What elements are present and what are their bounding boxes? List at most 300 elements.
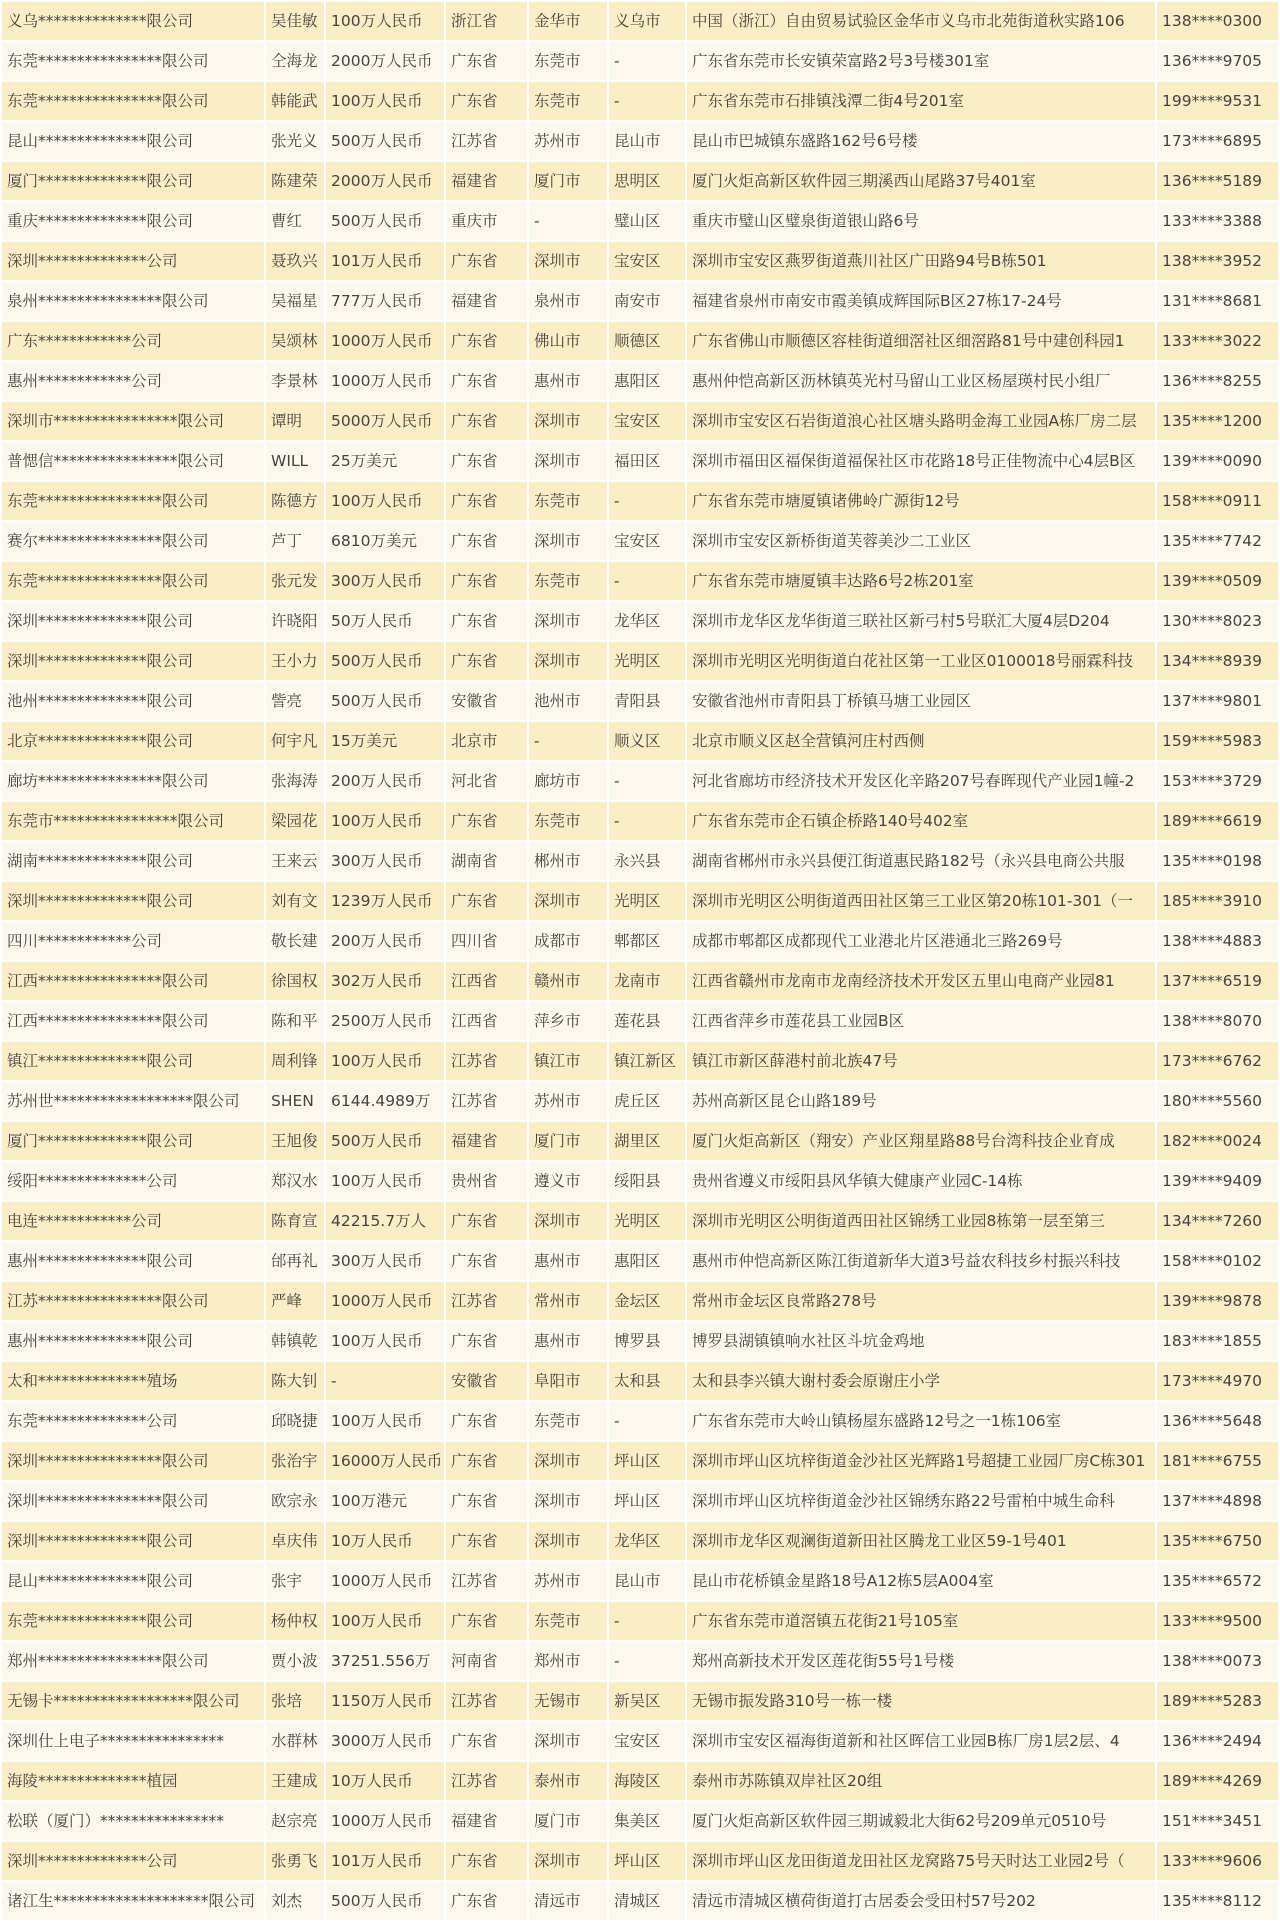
legal-person-cell: 梁园花	[265, 801, 325, 841]
table-row	[1, 681, 1279, 721]
legal-person-cell: 许晓阳	[265, 601, 325, 641]
district-cell: 义乌市	[608, 1, 686, 41]
registered-capital-cell: 300万人民币	[325, 1241, 445, 1281]
legal-person-cell: 杨仲权	[265, 1601, 325, 1641]
legal-person-cell: 吴颂林	[265, 321, 325, 361]
city-cell: 苏州市	[528, 1561, 608, 1601]
province-cell: 广东省	[445, 361, 528, 401]
city-cell: 池州市	[528, 681, 608, 721]
legal-person-cell: 吴佳敏	[265, 1, 325, 41]
city-cell: 遵义市	[528, 1161, 608, 1201]
phone-cell: 189****6619	[1156, 801, 1279, 841]
province-cell: 福建省	[445, 161, 528, 201]
address-cell: 广东省东莞市大岭山镇杨屋东盛路12号之一1栋106室	[686, 1401, 1156, 1441]
city-cell: 泰州市	[528, 1761, 608, 1801]
city-cell: 苏州市	[528, 121, 608, 161]
registered-capital-cell: 200万人民币	[325, 921, 445, 961]
address-cell: 深圳市福田区福保街道福保社区市花路18号正佳物流中心4层B区	[686, 441, 1156, 481]
table-row	[1, 1, 1279, 41]
phone-cell: 136****9705	[1156, 41, 1279, 81]
city-cell: 东莞市	[528, 801, 608, 841]
company-name-cell: 东莞****************限公司	[1, 481, 265, 521]
province-cell: 四川省	[445, 921, 528, 961]
address-cell: 广东省东莞市长安镇荣富路2号3号楼301室	[686, 41, 1156, 81]
legal-person-cell: 王建成	[265, 1761, 325, 1801]
address-cell: 深圳市宝安区福海街道新和社区晖信工业园B栋厂房1层2层、4	[686, 1721, 1156, 1761]
registered-capital-cell: 100万港元	[325, 1481, 445, 1521]
table-row	[1, 1441, 1279, 1481]
phone-cell: 137****9801	[1156, 681, 1279, 721]
table-row	[1, 41, 1279, 81]
district-cell: 博罗县	[608, 1321, 686, 1361]
registered-capital-cell: 100万人民币	[325, 81, 445, 121]
phone-cell: 138****3952	[1156, 241, 1279, 281]
phone-cell: 133****3022	[1156, 321, 1279, 361]
legal-person-cell: 芦丁	[265, 521, 325, 561]
table-row	[1, 121, 1279, 161]
district-cell: 坪山区	[608, 1481, 686, 1521]
table-row	[1, 1601, 1279, 1641]
table-row	[1, 641, 1279, 681]
phone-cell: 137****6519	[1156, 961, 1279, 1001]
address-cell: 厦门火炬高新区软件园三期诚毅北大街62号209单元0510号	[686, 1801, 1156, 1841]
address-cell: 惠州仲恺高新区沥林镇英光村马留山工业区杨屋瑛村民小组厂	[686, 361, 1156, 401]
province-cell: 广东省	[445, 401, 528, 441]
company-name-cell: 东莞市****************限公司	[1, 801, 265, 841]
address-cell: 厦门火炬高新区软件园三期溪西山尾路37号401室	[686, 161, 1156, 201]
city-cell: 佛山市	[528, 321, 608, 361]
table-row	[1, 1001, 1279, 1041]
table-row	[1, 361, 1279, 401]
phone-cell: 138****8070	[1156, 1001, 1279, 1041]
district-cell: 郫都区	[608, 921, 686, 961]
phone-cell: 134****8939	[1156, 641, 1279, 681]
table-row	[1, 561, 1279, 601]
phone-cell: 138****4883	[1156, 921, 1279, 961]
phone-cell: 158****0911	[1156, 481, 1279, 521]
table-row	[1, 281, 1279, 321]
phone-cell: 136****2494	[1156, 1721, 1279, 1761]
company-name-cell: 江西****************限公司	[1, 1001, 265, 1041]
table-row	[1, 1521, 1279, 1561]
province-cell: 广东省	[445, 441, 528, 481]
table-row	[1, 321, 1279, 361]
company-name-cell: 东莞****************限公司	[1, 41, 265, 81]
registered-capital-cell: 6810万美元	[325, 521, 445, 561]
registered-capital-cell: 100万人民币	[325, 801, 445, 841]
province-cell: 贵州省	[445, 1161, 528, 1201]
province-cell: 湖南省	[445, 841, 528, 881]
address-cell: 镇江市新区薛港村前北族47号	[686, 1041, 1156, 1081]
district-cell: 坪山区	[608, 1841, 686, 1881]
district-cell: 永兴县	[608, 841, 686, 881]
legal-person-cell: 王来云	[265, 841, 325, 881]
registered-capital-cell: 500万人民币	[325, 681, 445, 721]
district-cell: 青阳县	[608, 681, 686, 721]
city-cell: 东莞市	[528, 81, 608, 121]
district-cell: 福田区	[608, 441, 686, 481]
province-cell: 广东省	[445, 81, 528, 121]
registered-capital-cell: 10万人民币	[325, 1521, 445, 1561]
registered-capital-cell: 777万人民币	[325, 281, 445, 321]
address-cell: 无锡市振发路310号一栋一楼	[686, 1681, 1156, 1721]
district-cell: 绥阳县	[608, 1161, 686, 1201]
address-cell: 深圳市龙华区观澜街道新田社区腾龙工业区59-1号401	[686, 1521, 1156, 1561]
company-name-cell: 北京**************限公司	[1, 721, 265, 761]
district-cell: -	[608, 801, 686, 841]
company-name-cell: 江苏****************限公司	[1, 1281, 265, 1321]
district-cell: 顺义区	[608, 721, 686, 761]
phone-cell: 139****9409	[1156, 1161, 1279, 1201]
province-cell: 江苏省	[445, 121, 528, 161]
district-cell: 湖里区	[608, 1121, 686, 1161]
phone-cell: 173****4970	[1156, 1361, 1279, 1401]
province-cell: 河南省	[445, 1641, 528, 1681]
phone-cell: 137****4898	[1156, 1481, 1279, 1521]
address-cell: 深圳市宝安区燕罗街道燕川社区广田路94号B栋501	[686, 241, 1156, 281]
table-row	[1, 1481, 1279, 1521]
province-cell: 福建省	[445, 1121, 528, 1161]
phone-cell: 151****3451	[1156, 1801, 1279, 1841]
registered-capital-cell: 1000万人民币	[325, 1281, 445, 1321]
company-name-cell: 厦门**************限公司	[1, 161, 265, 201]
company-name-cell: 诸江生********************限公司	[1, 1881, 265, 1921]
city-cell: 阜阳市	[528, 1361, 608, 1401]
company-name-cell: 湖南**************限公司	[1, 841, 265, 881]
address-cell: 深圳市光明区公明街道西田社区锦绣工业园8栋第一层至第三	[686, 1201, 1156, 1241]
district-cell: 太和县	[608, 1361, 686, 1401]
district-cell: 龙南市	[608, 961, 686, 1001]
address-cell: 广东省东莞市塘厦镇丰达路6号2栋201室	[686, 561, 1156, 601]
registered-capital-cell: 2500万人民币	[325, 1001, 445, 1041]
legal-person-cell: 刘有文	[265, 881, 325, 921]
table-row	[1, 201, 1279, 241]
phone-cell: 135****6572	[1156, 1561, 1279, 1601]
legal-person-cell: SHEN	[265, 1081, 325, 1121]
province-cell: 江苏省	[445, 1561, 528, 1601]
city-cell: 厦门市	[528, 1801, 608, 1841]
district-cell: 顺德区	[608, 321, 686, 361]
company-name-cell: 廊坊****************限公司	[1, 761, 265, 801]
province-cell: 广东省	[445, 1521, 528, 1561]
district-cell: -	[608, 561, 686, 601]
phone-cell: 131****8681	[1156, 281, 1279, 321]
city-cell: 东莞市	[528, 561, 608, 601]
phone-cell: 182****0024	[1156, 1121, 1279, 1161]
address-cell: 江西省赣州市龙南市龙南经济技术开发区五里山电商产业园81	[686, 961, 1156, 1001]
company-name-cell: 东莞**************公司	[1, 1401, 265, 1441]
address-cell: 太和县李兴镇大谢村委会原谢庄小学	[686, 1361, 1156, 1401]
province-cell: 广东省	[445, 1481, 528, 1521]
legal-person-cell: 陈育宣	[265, 1201, 325, 1241]
phone-cell: 189****4269	[1156, 1761, 1279, 1801]
city-cell: 郑州市	[528, 1641, 608, 1681]
province-cell: 广东省	[445, 321, 528, 361]
address-cell: 深圳市宝安区新桥街道芙蓉美沙二工业区	[686, 521, 1156, 561]
district-cell: 惠阳区	[608, 1241, 686, 1281]
table-row	[1, 1561, 1279, 1601]
legal-person-cell: 王旭俊	[265, 1121, 325, 1161]
district-cell: 光明区	[608, 641, 686, 681]
province-cell: 广东省	[445, 521, 528, 561]
province-cell: 广东省	[445, 1201, 528, 1241]
company-name-cell: 厦门**************限公司	[1, 1121, 265, 1161]
city-cell: 深圳市	[528, 1521, 608, 1561]
legal-person-cell: 张宇	[265, 1561, 325, 1601]
table-row	[1, 721, 1279, 761]
company-name-cell: 惠州**************限公司	[1, 1321, 265, 1361]
district-cell: 坪山区	[608, 1441, 686, 1481]
province-cell: 北京市	[445, 721, 528, 761]
registered-capital-cell: 100万人民币	[325, 1321, 445, 1361]
company-name-cell: 电连************公司	[1, 1201, 265, 1241]
legal-person-cell: 邱晓捷	[265, 1401, 325, 1441]
table-row	[1, 241, 1279, 281]
phone-cell: 153****3729	[1156, 761, 1279, 801]
table-row	[1, 1241, 1279, 1281]
table-body	[1, 1, 1279, 1921]
registered-capital-cell: 200万人民币	[325, 761, 445, 801]
city-cell: 深圳市	[528, 441, 608, 481]
phone-cell: 138****0073	[1156, 1641, 1279, 1681]
legal-person-cell: 陈建荣	[265, 161, 325, 201]
address-cell: 广东省佛山市顺德区容桂街道细滘社区细滘路81号中建创科园1	[686, 321, 1156, 361]
registered-capital-cell: 500万人民币	[325, 641, 445, 681]
city-cell: 廊坊市	[528, 761, 608, 801]
table-row	[1, 1081, 1279, 1121]
city-cell: 惠州市	[528, 1321, 608, 1361]
address-cell: 昆山市花桥镇金星路18号A12栋5层A004室	[686, 1561, 1156, 1601]
address-cell: 江西省萍乡市莲花县工业园B区	[686, 1001, 1156, 1041]
district-cell: 光明区	[608, 1201, 686, 1241]
legal-person-cell: 韩能武	[265, 81, 325, 121]
city-cell: 无锡市	[528, 1681, 608, 1721]
registered-capital-cell: 37251.556万	[325, 1641, 445, 1681]
phone-cell: 159****5983	[1156, 721, 1279, 761]
legal-person-cell: 张光义	[265, 121, 325, 161]
table-row	[1, 1281, 1279, 1321]
phone-cell: 139****9878	[1156, 1281, 1279, 1321]
phone-cell: 135****8112	[1156, 1881, 1279, 1921]
address-cell: 广东省东莞市道滘镇五花街21号105室	[686, 1601, 1156, 1641]
company-name-cell: 海陵**************植园	[1, 1761, 265, 1801]
table-row	[1, 521, 1279, 561]
table-row	[1, 1641, 1279, 1681]
address-cell: 中国（浙江）自由贸易试验区金华市义乌市北苑街道秋实路106	[686, 1, 1156, 41]
province-cell: 安徽省	[445, 1361, 528, 1401]
province-cell: 广东省	[445, 1321, 528, 1361]
address-cell: 郑州高新技术开发区莲花街55号1号楼	[686, 1641, 1156, 1681]
district-cell: 金坛区	[608, 1281, 686, 1321]
province-cell: 江西省	[445, 961, 528, 1001]
district-cell: 宝安区	[608, 1721, 686, 1761]
phone-cell: 158****0102	[1156, 1241, 1279, 1281]
table-row	[1, 1121, 1279, 1161]
province-cell: 福建省	[445, 281, 528, 321]
province-cell: 江苏省	[445, 1681, 528, 1721]
district-cell: 昆山市	[608, 1561, 686, 1601]
district-cell: -	[608, 1601, 686, 1641]
district-cell: 光明区	[608, 881, 686, 921]
registered-capital-cell: 2000万人民币	[325, 161, 445, 201]
company-name-cell: 东莞****************限公司	[1, 81, 265, 121]
company-name-cell: 深圳**************限公司	[1, 601, 265, 641]
address-cell: 成都市郫都区成都现代工业港北片区港通北三路269号	[686, 921, 1156, 961]
phone-cell: 133****3388	[1156, 201, 1279, 241]
legal-person-cell: 张勇飞	[265, 1841, 325, 1881]
registered-capital-cell: 16000万人民币	[325, 1441, 445, 1481]
company-name-cell: 苏州世******************限公司	[1, 1081, 265, 1121]
district-cell: 惠阳区	[608, 361, 686, 401]
company-name-cell: 镇江**************限公司	[1, 1041, 265, 1081]
company-name-cell: 东莞****************限公司	[1, 561, 265, 601]
province-cell: 福建省	[445, 1801, 528, 1841]
address-cell: 深圳市光明区光明街道白花社区第一工业区0100018号丽霖科技	[686, 641, 1156, 681]
city-cell: 厦门市	[528, 161, 608, 201]
table-row	[1, 1881, 1279, 1921]
city-cell: 郴州市	[528, 841, 608, 881]
district-cell: 宝安区	[608, 521, 686, 561]
city-cell: 深圳市	[528, 241, 608, 281]
city-cell: 深圳市	[528, 881, 608, 921]
company-name-cell: 惠州**************限公司	[1, 1241, 265, 1281]
district-cell: -	[608, 1641, 686, 1681]
city-cell: 赣州市	[528, 961, 608, 1001]
city-cell: 东莞市	[528, 41, 608, 81]
phone-cell: 139****0090	[1156, 441, 1279, 481]
province-cell: 广东省	[445, 1241, 528, 1281]
province-cell: 广东省	[445, 241, 528, 281]
city-cell: -	[528, 721, 608, 761]
address-cell: 深圳市光明区公明街道西田社区第三工业区第20栋101-301（一	[686, 881, 1156, 921]
legal-person-cell: 曹红	[265, 201, 325, 241]
phone-cell: 139****0509	[1156, 561, 1279, 601]
legal-person-cell: 仝海龙	[265, 41, 325, 81]
address-cell: 深圳市龙华区龙华街道三联社区新弓村5号联汇大厦4层D204	[686, 601, 1156, 641]
district-cell: 虎丘区	[608, 1081, 686, 1121]
table-row	[1, 961, 1279, 1001]
company-name-cell: 赛尔****************限公司	[1, 521, 265, 561]
address-cell: 深圳市坪山区坑梓街道金沙社区光辉路1号超捷工业园厂房C栋301	[686, 1441, 1156, 1481]
phone-cell: 133****9606	[1156, 1841, 1279, 1881]
district-cell: 龙华区	[608, 1521, 686, 1561]
legal-person-cell: 张元发	[265, 561, 325, 601]
address-cell: 苏州高新区昆仑山路189号	[686, 1081, 1156, 1121]
address-cell: 深圳市宝安区石岩街道浪心社区塘头路明金海工业园A栋厂房二层	[686, 401, 1156, 441]
city-cell: 惠州市	[528, 1241, 608, 1281]
district-cell: 思明区	[608, 161, 686, 201]
table-row	[1, 1361, 1279, 1401]
province-cell: 江苏省	[445, 1761, 528, 1801]
legal-person-cell: 訾亮	[265, 681, 325, 721]
company-name-cell: 重庆**************限公司	[1, 201, 265, 241]
city-cell: 深圳市	[528, 1481, 608, 1521]
province-cell: 广东省	[445, 1601, 528, 1641]
address-cell: 惠州市仲恺高新区陈江街道新华大道3号益农科技乡村振兴科技	[686, 1241, 1156, 1281]
district-cell: 镇江新区	[608, 1041, 686, 1081]
table-row	[1, 161, 1279, 201]
legal-person-cell: 徐国权	[265, 961, 325, 1001]
district-cell: 龙华区	[608, 601, 686, 641]
company-name-cell: 无锡卡******************限公司	[1, 1681, 265, 1721]
company-name-cell: 江西****************限公司	[1, 961, 265, 1001]
phone-cell: 134****7260	[1156, 1201, 1279, 1241]
table-row	[1, 1841, 1279, 1881]
table-row	[1, 801, 1279, 841]
table-row	[1, 441, 1279, 481]
address-cell: 重庆市璧山区璧泉街道银山路6号	[686, 201, 1156, 241]
registered-capital-cell: 1000万人民币	[325, 321, 445, 361]
table-row	[1, 1321, 1279, 1361]
phone-cell: 183****1855	[1156, 1321, 1279, 1361]
legal-person-cell: 吴福星	[265, 281, 325, 321]
registered-capital-cell: 101万人民币	[325, 241, 445, 281]
city-cell: 深圳市	[528, 1841, 608, 1881]
table-row	[1, 1761, 1279, 1801]
registered-capital-cell: 1000万人民币	[325, 361, 445, 401]
city-cell: 厦门市	[528, 1121, 608, 1161]
registered-capital-cell: 100万人民币	[325, 1041, 445, 1081]
registered-capital-cell: 101万人民币	[325, 1841, 445, 1881]
city-cell: -	[528, 201, 608, 241]
registered-capital-cell: -	[325, 1361, 445, 1401]
registered-capital-cell: 302万人民币	[325, 961, 445, 1001]
district-cell: 海陵区	[608, 1761, 686, 1801]
registered-capital-cell: 25万美元	[325, 441, 445, 481]
city-cell: 常州市	[528, 1281, 608, 1321]
registered-capital-cell: 500万人民币	[325, 1121, 445, 1161]
registered-capital-cell: 100万人民币	[325, 1401, 445, 1441]
phone-cell: 173****6895	[1156, 121, 1279, 161]
registered-capital-cell: 100万人民币	[325, 1161, 445, 1201]
phone-cell: 136****8255	[1156, 361, 1279, 401]
company-name-cell: 绥阳**************公司	[1, 1161, 265, 1201]
province-cell: 重庆市	[445, 201, 528, 241]
address-cell: 河北省廊坊市经济技术开发区化辛路207号春晖现代产业园1幢-2	[686, 761, 1156, 801]
company-name-cell: 深圳****************限公司	[1, 1441, 265, 1481]
table-row	[1, 481, 1279, 521]
province-cell: 广东省	[445, 801, 528, 841]
phone-cell: 130****8023	[1156, 601, 1279, 641]
company-name-cell: 深圳仕上电子****************	[1, 1721, 265, 1761]
table-row	[1, 1801, 1279, 1841]
phone-cell: 185****3910	[1156, 881, 1279, 921]
city-cell: 东莞市	[528, 1601, 608, 1641]
district-cell: -	[608, 41, 686, 81]
address-cell: 常州市金坛区良常路278号	[686, 1281, 1156, 1321]
company-name-cell: 义乌**************限公司	[1, 1, 265, 41]
address-cell: 广东省东莞市企石镇企桥路140号402室	[686, 801, 1156, 841]
district-cell: -	[608, 481, 686, 521]
legal-person-cell: 敬长建	[265, 921, 325, 961]
table-row	[1, 921, 1279, 961]
company-name-cell: 太和**************殖场	[1, 1361, 265, 1401]
company-name-cell: 广东************公司	[1, 321, 265, 361]
registered-capital-cell: 100万人民币	[325, 481, 445, 521]
registered-capital-cell: 300万人民币	[325, 841, 445, 881]
phone-cell: 136****5189	[1156, 161, 1279, 201]
legal-person-cell: 贾小波	[265, 1641, 325, 1681]
legal-person-cell: 郑汉水	[265, 1161, 325, 1201]
legal-person-cell: 张治宇	[265, 1441, 325, 1481]
province-cell: 广东省	[445, 601, 528, 641]
company-name-cell: 惠州************公司	[1, 361, 265, 401]
legal-person-cell: 欧宗永	[265, 1481, 325, 1521]
legal-person-cell: 陈大钊	[265, 1361, 325, 1401]
province-cell: 广东省	[445, 1441, 528, 1481]
registered-capital-cell: 6144.4989万	[325, 1081, 445, 1121]
legal-person-cell: 谭明	[265, 401, 325, 441]
